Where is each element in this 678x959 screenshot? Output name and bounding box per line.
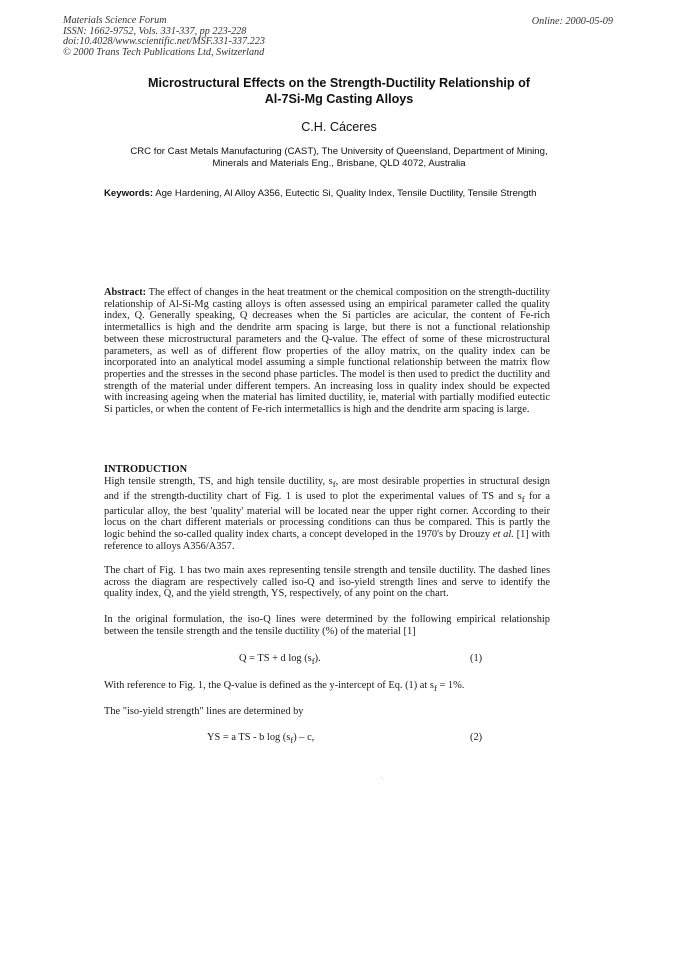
eq1-text-b: ). xyxy=(314,653,321,664)
keywords-label: Keywords: xyxy=(104,188,154,199)
doi-line: doi:10.4028/www.scientific.net/MSF.331-337.223 xyxy=(63,36,265,48)
p1-text-d: [1] with reference to alloys A356/A357. xyxy=(104,528,550,552)
eq2-subscript: f xyxy=(290,735,294,746)
title-line-2: Al-7Si-Mg Casting Alloys xyxy=(264,92,414,106)
intro-paragraph-3: In the original formulation, the iso-Q lines were determined by the following empirical relationship between the tensile strength and the tensile ductility (%) of the material [1] xyxy=(104,614,550,637)
section-heading: INTRODUCTION xyxy=(104,464,188,475)
abstract xyxy=(104,287,550,416)
equation-2-number: (2) xyxy=(470,732,483,743)
intro-paragraph-4 xyxy=(104,680,550,695)
copyright-line: © 2000 Trans Tech Publications Ltd, Switzerland xyxy=(63,46,265,58)
affiliation-line-1: CRC for Cast Metals Manufacturing (CAST), The University of Queensland, Department of Mining, xyxy=(130,146,548,157)
eq1-text-a: Q = TS + d log (s xyxy=(239,653,312,664)
eq2-text-a: YS = a TS - b log (s xyxy=(207,732,291,743)
equation-1-number: (1) xyxy=(470,653,483,664)
intro-paragraph-1 xyxy=(104,476,550,552)
journal-header xyxy=(63,16,265,58)
paper-title xyxy=(80,75,598,107)
p1-et-al: et al. xyxy=(492,528,514,540)
keywords-text: Age Hardening, Al Alloy A356, Eutectic Si, Quality Index, Tensile Ductility, Tensile Strength xyxy=(155,188,537,199)
equation-1 xyxy=(239,653,321,666)
p4-text-a: With reference to Fig. 1, the Q-value is defined as the y-intercept of Eq. (1) at s xyxy=(104,680,434,691)
abstract-text: The effect of changes in the heat treatment or the chemical composition on the strength-ductility relationship of Al-Si-Mg casting alloys is often assessed using an empirical parameter called the quality index, Q. Generally speaking, Q decreases when the Si particles are acicular, the content of Fe-rich intermetallics is high and the dendrite arm spacing is large, but there is not a functional relationship between these microstructural parameters and the Q-value. The effect of some of these microstructural parameters, as well as of different flow properties of the alloy matrix, on the quality index can be incorporated into an analytical model assuming a simple functional relationship between the matrix flow properties and the stresses in the second phase particles. The model is then used to predict the ductility and strength of the material under different tempers. An increasing loss in quality index should be expected with increasing ageing when the material has limited ductility, ie, material with partially modified eutectic Si particles, or when the content of Fe-rich intermetallics is high and the dendrite arm spacing is large. xyxy=(104,287,550,416)
abstract-label: Abstract: xyxy=(104,287,147,298)
p4-subscript: f xyxy=(433,683,437,694)
journal-name: Materials Science Forum xyxy=(63,15,167,26)
p4-text-b: = 1%. xyxy=(436,680,465,691)
eq2-text-b: ) – c, xyxy=(293,732,315,743)
intro-paragraph-2: The chart of Fig. 1 has two main axes representing tensile strength and tensile ductility. The dashed lines across the diagram are respectively called iso-Q and iso-yield strength lines and serve to identify the quality index, Q, and the yield strength, YS, respectively, of any point on the chart. xyxy=(104,565,550,600)
affiliation xyxy=(90,146,588,170)
online-date: Online: 2000-05-09 xyxy=(531,16,613,27)
scan-mark: ˜· xyxy=(380,776,385,784)
affiliation-line-2: Minerals and Materials Eng., Brisbane, QLD 4072, Australia xyxy=(212,158,466,169)
intro-paragraph-5: The "iso-yield strength" lines are determined by xyxy=(104,706,304,717)
p1-text-c: for a particular alloy, the best 'quality' material will be located near the upper right corner. According to their locus on the chart different materials or processing conditions can thus be compared. This is partly the logic behind the so-called quality index charts, a concept developed in the 1970's by Drouzy xyxy=(104,490,550,540)
eq1-subscript: f xyxy=(311,656,315,667)
p1-subscript-2: f xyxy=(521,493,525,504)
p1-subscript-1: f xyxy=(332,479,336,490)
title-line-1: Microstructural Effects on the Strength-Ductility Relationship of xyxy=(147,76,531,90)
equation-2 xyxy=(207,732,314,745)
p1-text-b: , are most desirable properties in structural design and if the strength-ductility chart of Fig. 1 is used to plot the experimental values of TS and s xyxy=(104,476,550,502)
issn-line: ISSN: 1662-9752, Vols. 331-337, pp 223-228 xyxy=(63,25,247,37)
p1-text-a: High tensile strength, TS, and high tensile ductility, s xyxy=(104,476,333,487)
keywords xyxy=(104,188,544,200)
author-name: C.H. Cáceres xyxy=(301,120,377,134)
